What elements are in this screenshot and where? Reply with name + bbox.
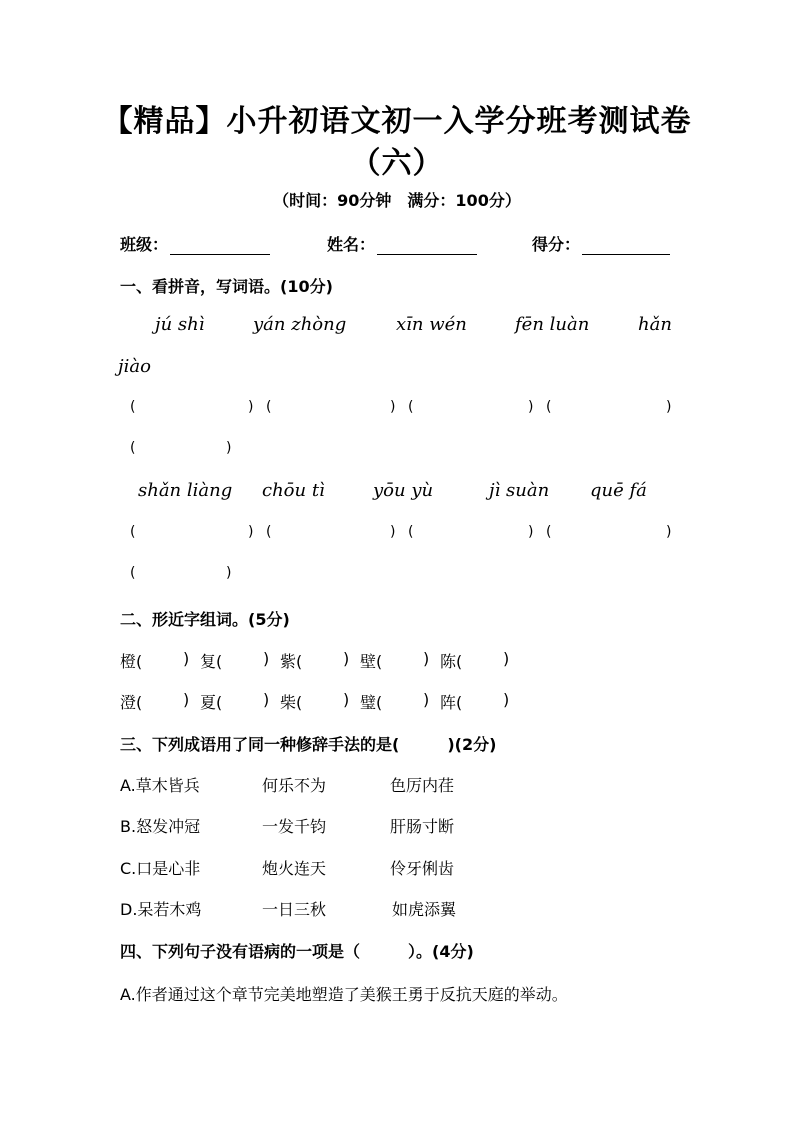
char-close: ) (503, 649, 510, 668)
answer-paren-open: ( (130, 399, 136, 415)
pinyin-item: fēn luàn (515, 314, 590, 335)
char-prompt: 复( (200, 652, 223, 671)
char-close: ) (423, 690, 430, 709)
score-field (532, 232, 670, 255)
idiom: 一发千钧 (262, 817, 327, 836)
answer-paren-open: ( (546, 399, 552, 415)
char-close: ) (343, 649, 350, 668)
exam-info: （时间：90分钟 满分：100分） (273, 191, 521, 210)
pinyin-item: hǎn (638, 314, 672, 335)
idiom: 肝肠寸断 (390, 817, 455, 836)
pinyin-item: quē fá (590, 480, 647, 501)
option-label: C.口是心非 (120, 859, 201, 878)
idiom: 如虎添翼 (392, 900, 457, 919)
answer-paren-close: ) (226, 440, 232, 456)
pinyin-item: jì suàn (489, 480, 550, 501)
answer-paren-open: ( (546, 524, 552, 540)
answer-paren-open: ( (408, 524, 414, 540)
pinyin-item: shǎn liàng (138, 480, 233, 501)
char-close: ) (423, 649, 430, 668)
pinyin-item: chōu tì (262, 480, 325, 501)
q2-heading: 二、形近字组词。(5分) (120, 610, 290, 629)
page-title: 【精品】小升初语文初一入学分班考测试卷 (102, 104, 692, 139)
char-prompt: 澄( (120, 693, 143, 712)
name-field (327, 232, 477, 255)
char-prompt: 壁( (360, 652, 383, 671)
option-label: A.草木皆兵 (120, 776, 200, 795)
pinyin-item: yōu yù (373, 480, 434, 501)
answer-paren-open: ( (266, 524, 272, 540)
char-close: ) (263, 690, 270, 709)
q4-heading: 四、下列句子没有语病的一项是（ ）。(4分) (120, 942, 474, 961)
char-prompt: 橙( (120, 652, 143, 671)
char-prompt: 夏( (200, 693, 223, 712)
char-close: ) (183, 690, 190, 709)
char-prompt: 柴( (280, 693, 303, 712)
option-label: B.怒发冲冠 (120, 817, 201, 836)
q4-option-a: A.作者通过这个章节完美地塑造了美猴王勇于反抗天庭的举动。 (120, 985, 568, 1004)
char-close: ) (503, 690, 510, 709)
char-close: ) (183, 649, 190, 668)
class-blank[interactable] (170, 236, 270, 255)
char-prompt: 陈( (440, 652, 463, 671)
class-label: 班级： (120, 235, 169, 254)
score-label: 得分： (532, 235, 581, 254)
idiom: 伶牙俐齿 (390, 859, 455, 878)
answer-paren-open: ( (130, 524, 136, 540)
q1-heading: 一、看拼音，写词语。(10分) (120, 277, 333, 296)
pinyin-item: yán zhòng (253, 314, 347, 335)
answer-paren-close: ) (390, 524, 396, 540)
answer-paren-close: ) (666, 524, 672, 540)
class-field (120, 232, 270, 255)
name-blank[interactable] (377, 236, 477, 255)
char-close: ) (263, 649, 270, 668)
idiom: 一日三秋 (262, 900, 327, 919)
answer-paren-close: ) (248, 399, 254, 415)
answer-paren-close: ) (666, 399, 672, 415)
name-label: 姓名： (327, 235, 376, 254)
score-blank[interactable] (582, 236, 670, 255)
char-prompt: 阵( (440, 693, 463, 712)
page-title-volume: （六） (350, 146, 444, 181)
char-prompt: 紫( (280, 652, 303, 671)
answer-paren-close: ) (528, 399, 534, 415)
option-label: D.呆若木鸡 (120, 900, 202, 919)
char-prompt: 璧( (360, 693, 383, 712)
q3-heading: 三、下列成语用了同一种修辞手法的是( )(2分) (120, 735, 497, 754)
idiom: 炮火连天 (262, 859, 327, 878)
idiom: 何乐不为 (262, 776, 327, 795)
answer-paren-open: ( (130, 565, 136, 581)
pinyin-item: xīn wén (396, 314, 467, 335)
idiom: 色厉内荏 (390, 776, 455, 795)
answer-paren-open: ( (408, 399, 414, 415)
pinyin-item: jú shì (155, 314, 205, 335)
pinyin-item: jiào (118, 356, 151, 377)
char-close: ) (343, 690, 350, 709)
answer-paren-open: ( (266, 399, 272, 415)
answer-paren-close: ) (390, 399, 396, 415)
answer-paren-close: ) (248, 524, 254, 540)
answer-paren-open: ( (130, 440, 136, 456)
answer-paren-close: ) (226, 565, 232, 581)
answer-paren-close: ) (528, 524, 534, 540)
